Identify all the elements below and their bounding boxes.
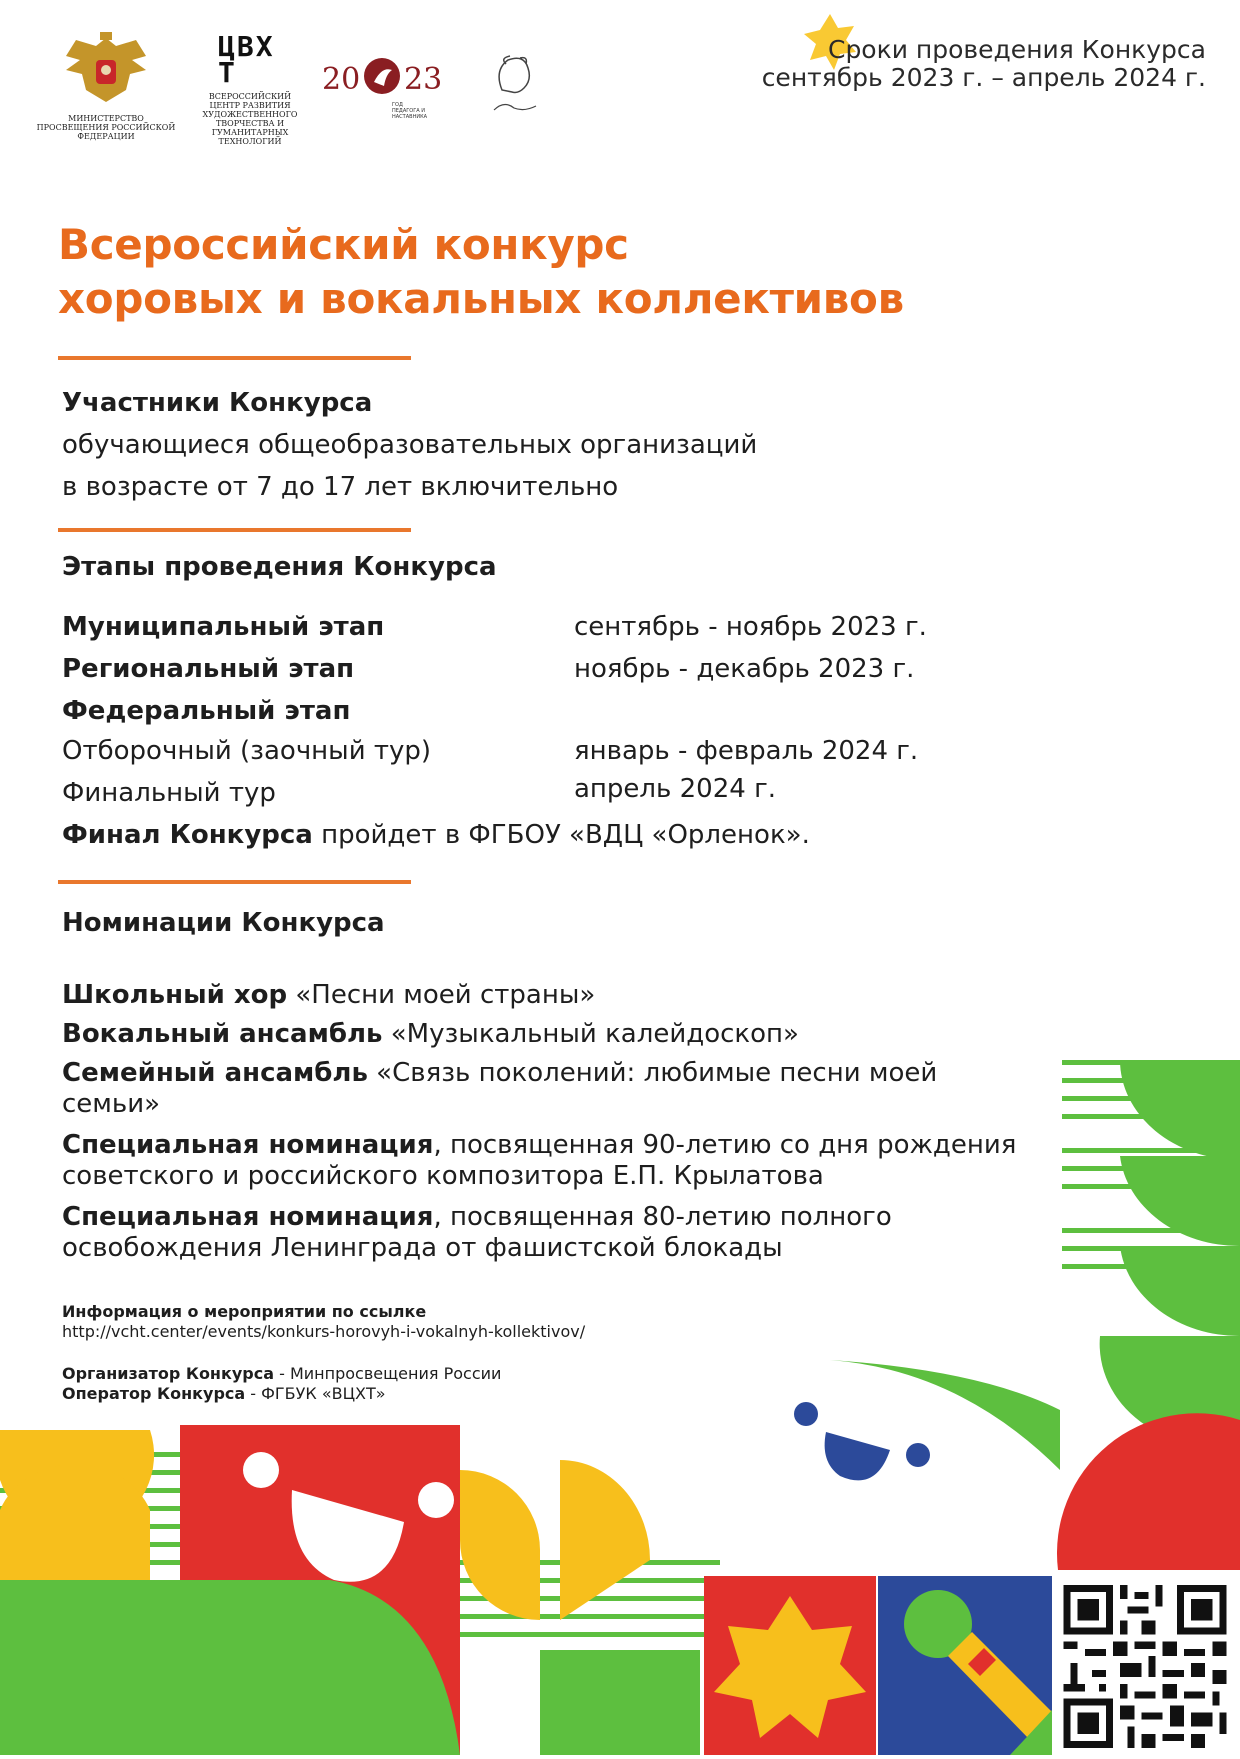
info-link-label [62, 1302, 426, 1322]
center-logo-mark: ЦВХТ [218, 30, 275, 89]
decor-red-eye-left [243, 1452, 279, 1488]
dates-title: Сроки проведения Конкурса [827, 35, 1206, 64]
title-line-1: Всероссийский конкурс [58, 220, 629, 269]
decor-yellow-half-left-1 [0, 1430, 154, 1534]
decor-yellow-arc-2 [560, 1460, 650, 1620]
decor-mouth [825, 1432, 890, 1480]
decor-green-bottom-mid [540, 1650, 700, 1755]
decor-left-stripes [0, 1452, 720, 1637]
decor-green-half-4 [1100, 1336, 1240, 1444]
stage-final-label: Финальный тур [62, 778, 276, 808]
year-logo [322, 52, 442, 122]
stage-final-date: апрель 2024 г. [574, 774, 776, 804]
decor-eye-left [794, 1402, 818, 1426]
nomination-item [62, 1019, 1052, 1050]
center-logo [200, 30, 300, 146]
final-note [62, 820, 810, 850]
decor-red-eye-right [418, 1482, 454, 1518]
ministry-caption: МИНИСТЕРСТВО ПРОСВЕЩЕНИЯ РОССИЙСКОЙ ФЕДЕРАЦИИ [36, 114, 176, 141]
dates-value: сентябрь 2023 г. – апрель 2024 г. [761, 63, 1206, 92]
final-note-bold: Финал Конкурса [62, 820, 313, 850]
nomination-rest: «Песни моей страны» [287, 980, 596, 1010]
nomination-rest: , посвященная 80-летию полного освобождения Ленинграда от фашистской блокады [62, 1202, 892, 1263]
decor-right-stripes [1062, 1060, 1240, 1269]
title-line-2: хоровых и вокальных коллективов [58, 274, 904, 323]
nomination-bold: Вокальный ансамбль [62, 1019, 383, 1049]
decor-star-large-icon [714, 1596, 866, 1738]
decor-green-half-3 [1120, 1246, 1240, 1336]
decor-yellow-half-left-2 [0, 1464, 150, 1580]
nomination-bold: Семейный ансамбль [62, 1058, 368, 1088]
stages-heading: Этапы проведения Конкурса [62, 552, 497, 582]
eagle-emblem-icon [36, 30, 176, 110]
decor-eye-right [906, 1443, 930, 1467]
dates-box [762, 36, 1206, 92]
decor-star-block [704, 1576, 876, 1755]
info-link-label-text: Информация о мероприятии по ссылке [62, 1302, 427, 1321]
pushkin-portrait-icon [484, 50, 544, 118]
qr-code-icon [1056, 1578, 1234, 1755]
nomination-item [62, 1202, 1022, 1264]
divider-1 [58, 356, 411, 360]
decor-mic-band [968, 1648, 996, 1676]
participants-heading: Участники Конкурса [62, 388, 373, 418]
decor-red-mouth [292, 1490, 404, 1582]
final-note-rest: пройдет в ФГБОУ «ВДЦ «Орленок». [312, 820, 810, 850]
year-logo-left: 20 [322, 62, 361, 97]
nomination-item [62, 1058, 1022, 1120]
decor-red-half [1057, 1413, 1240, 1570]
nomination-bold: Специальная номинация [62, 1130, 434, 1160]
stage-qualifying-label: Отборочный (заочный тур) [62, 736, 432, 766]
nomination-bold: Специальная номинация [62, 1202, 434, 1232]
operator-rest: - ФГБУК «ВЦХТ» [245, 1384, 386, 1403]
stage-regional-date: ноябрь - декабрь 2023 г. [574, 654, 915, 684]
qr-code[interactable] [1056, 1578, 1234, 1755]
center-caption: ВСЕРОССИЙСКИЙ ЦЕНТР РАЗВИТИЯ ХУДОЖЕСТВЕННОГО ТВОРЧЕСТВА И ГУМАНИТАРНЫХ ТЕХНОЛОГИЙ [202, 92, 298, 146]
nomination-rest: «Связь поколений: любимые песни моей семьи» [62, 1058, 938, 1119]
nomination-rest: «Музыкальный калейдоскоп» [382, 1019, 799, 1049]
info-link-url[interactable]: http://vcht.center/events/konkurs-horovyh-i-vokalnyh-kollektivov/ [62, 1322, 586, 1341]
page-title [58, 218, 904, 326]
organizer-rest: - Минпросвещения России [274, 1364, 502, 1383]
operator-bold: Оператор Конкурса [62, 1384, 246, 1403]
decor-green-half-1 [1120, 1060, 1240, 1160]
pelican-icon [362, 56, 402, 96]
pushkin-portrait [484, 50, 544, 122]
nomination-bold: Школьный хор [62, 980, 288, 1010]
year-logo-right: 23 [404, 62, 443, 97]
decor-mic-corner [1010, 1710, 1052, 1755]
organizer-line [62, 1364, 501, 1384]
decor-green-half-2 [1120, 1156, 1240, 1246]
stage-municipal-date: сентябрь - ноябрь 2023 г. [574, 612, 927, 642]
decor-yellow-arc-1 [460, 1470, 540, 1620]
ministry-logo [36, 30, 176, 140]
decor-mic-handle [948, 1632, 1052, 1740]
year-caption: ГОД ПЕДАГОГА И НАСТАВНИКА [392, 102, 428, 120]
organizer-bold: Организатор Конкурса [62, 1364, 275, 1383]
participants-line-1: обучающиеся общеобразовательных организаций [62, 430, 758, 460]
stage-municipal-label: Муниципальный этап [62, 612, 385, 642]
divider-2 [58, 528, 411, 532]
operator-line [62, 1384, 386, 1404]
decor-green-arc [830, 1360, 1060, 1470]
stage-federal-label: Федеральный этап [62, 696, 351, 726]
divider-3 [58, 880, 411, 884]
decor-green-bottom-left [0, 1580, 460, 1755]
nomination-item [62, 980, 1052, 1011]
nomination-item [62, 1130, 1062, 1192]
stage-qualifying-date: январь - февраль 2024 г. [574, 736, 919, 766]
stage-regional-label: Региональный этап [62, 654, 355, 684]
decor-red-block [180, 1425, 460, 1755]
participants-line-2: в возрасте от 7 до 17 лет включительно [62, 472, 619, 502]
nominations-heading: Номинации Конкурса [62, 908, 385, 938]
nomination-rest: , посвященная 90-летию со дня рождения советского и российского композитора Е.П. Крылатова [62, 1130, 1017, 1191]
decor-mic-block [878, 1576, 1052, 1755]
decor-mic-head [904, 1590, 972, 1658]
